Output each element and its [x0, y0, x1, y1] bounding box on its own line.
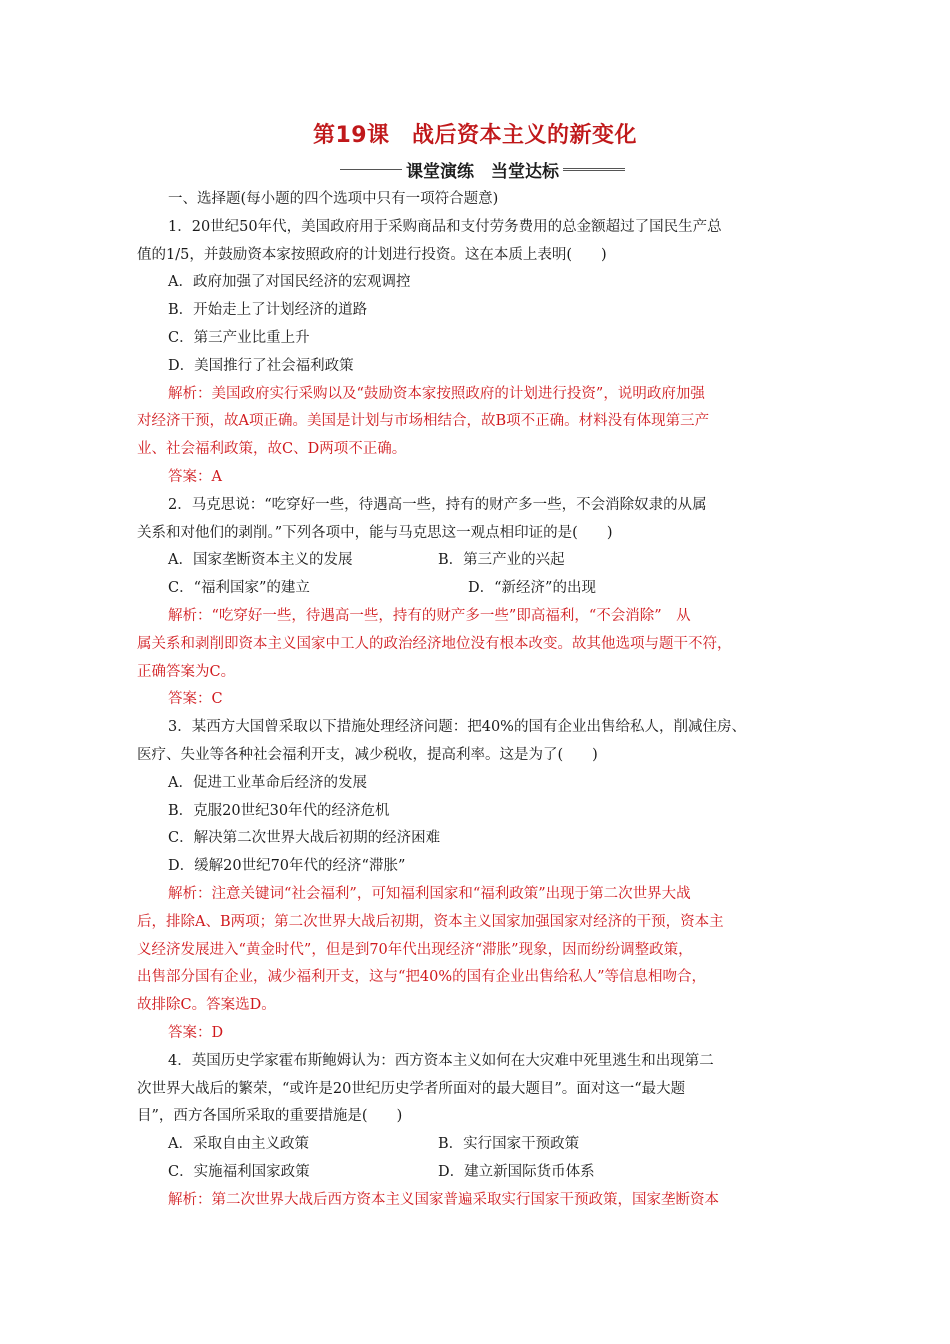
q2-stem-line-2: 关系和对他们的剥削。”下列各项中，能与马克思这一观点相印证的是( ) [137, 524, 613, 541]
q1-analysis-line-1: 解析：美国政府实行采购以及“鼓励资本家按照政府的计划进行投资”，说明政府加强 [168, 385, 705, 402]
q1-option-c: C．第三产业比重上升 [168, 329, 310, 346]
banner-rule-right [563, 168, 625, 171]
answer-label: 答案： [168, 1024, 212, 1041]
q4-option-d: D．建立新国际货币体系 [438, 1163, 595, 1180]
analysis-label: 解析： [168, 385, 212, 402]
q2-option-c: C．“福利国家”的建立 [168, 580, 310, 597]
section-banner [340, 156, 625, 182]
q4-stem-line-1: 4．英国历史学家霍布斯鲍姆认为：西方资本主义如何在大灾难中死里逃生和出现第二 [168, 1052, 714, 1069]
analysis-label: 解析： [168, 885, 212, 902]
q3-stem-line-2: 医疗、失业等各种社会福利开支，减少税收，提高利率。这是为了( ) [137, 746, 598, 763]
analysis-label: 解析： [168, 607, 212, 624]
q1-option-b: B．开始走上了计划经济的道路 [168, 302, 368, 319]
banner-rule-left [340, 169, 402, 170]
q3-analysis-line-5: 故排除C。答案选D。 [137, 997, 276, 1014]
q2-options-row-1 [137, 547, 817, 575]
q2-option-d: D．“新经济”的出现 [468, 580, 596, 597]
lesson-title: 第19课 战后资本主义的新变化 [312, 123, 638, 148]
q4-options-row-2 [137, 1159, 817, 1187]
question-content [137, 186, 817, 1214]
q4-options-row-1 [137, 1131, 817, 1159]
q2-analysis-line-1: 解析：“吃穿好一些，待遇高一些，持有的财产多一些”即高福利，“不会消除” 从 [168, 607, 691, 624]
q4-option-a: A．采取自由主义政策 [168, 1136, 309, 1153]
q3-answer: 答案：D [168, 1024, 224, 1041]
q2-answer: 答案：C [168, 691, 223, 708]
q4-analysis-line-1: 解析：第二次世界大战后西方资本主义国家普遍采取实行国家干预政策，国家垄断资本 [168, 1191, 719, 1208]
q2-options-row-2 [137, 575, 817, 603]
analysis-label: 解析： [168, 1191, 212, 1208]
q4-option-b: B．实行国家干预政策 [438, 1136, 580, 1153]
section-heading: 一、选择题(每小题的四个选项中只有一项符合题意) [168, 191, 499, 207]
q3-option-b: B．克服20世纪30年代的经济危机 [168, 802, 390, 819]
answer-label: 答案： [168, 468, 212, 485]
q4-option-c: C．实施福利国家政策 [168, 1163, 310, 1180]
q1-stem-line-2: 值的1/5，并鼓励资本家按照政府的计划进行投资。这在本质上表明( ) [137, 246, 607, 263]
q1-option-d: D．美国推行了社会福利政策 [168, 357, 354, 374]
q3-option-a: A．促进工业革命后经济的发展 [168, 774, 367, 791]
q2-stem-line-1: 2．马克思说：“吃穿好一些，待遇高一些，持有的财产多一些，不会消除奴隶的从属 [168, 496, 707, 513]
answer-label: 答案： [168, 691, 212, 708]
q2-option-a: A．国家垄断资本主义的发展 [168, 552, 353, 569]
q2-option-b: B．第三产业的兴起 [438, 552, 565, 569]
banner-subtitle: 课堂演练 当堂达标 [406, 161, 559, 182]
q1-analysis-line-2: 对经济干预，故A项正确。美国是计划与市场相结合，故B项不正确。材料没有体现第三产 [137, 413, 710, 430]
q3-analysis-line-2: 后，排除A、B两项；第二次世界大战后初期，资本主义国家加强国家对经济的干预，资本主 [137, 913, 724, 930]
q1-stem-line-1: 1．20世纪50年代，美国政府用于采购商品和支付劳务费用的总金额超过了国民生产总 [168, 218, 722, 235]
q2-analysis-line-3: 正确答案为C。 [137, 663, 236, 680]
q3-analysis-line-4: 出售部分国有企业，减少福利开支，这与“把40%的国有企业出售给私人”等信息相吻合， [137, 969, 707, 986]
q4-stem-line-2: 次世界大战后的繁荣，“或许是20世纪历史学者所面对的最大题目”。面对这一“最大题 [137, 1080, 686, 1097]
q3-option-d: D．缓解20世纪70年代的经济“滞胀” [168, 858, 406, 875]
q1-answer: 答案：A [168, 468, 222, 485]
q1-option-a: A．政府加强了对国民经济的宏观调控 [168, 274, 411, 291]
q3-analysis-line-1: 解析：注意关键词“社会福利”，可知福利国家和“福利政策”出现于第二次世界大战 [168, 885, 691, 902]
q4-stem-line-3: 目”，西方各国所采取的重要措施是( ) [137, 1108, 403, 1125]
q3-stem-line-1: 3．某西方大国曾采取以下措施处理经济问题：把40%的国有企业出售给私人，削减住房、 [168, 719, 746, 736]
q3-analysis-line-3: 义经济发展进入“黄金时代”，但是到70年代出现经济“滞胀”现象，因而纷纷调整政策， [137, 941, 693, 958]
q3-option-c: C．解决第二次世界大战后初期的经济困难 [168, 830, 441, 847]
q1-analysis-line-3: 业、社会福利政策，故C、D两项不正确。 [137, 441, 407, 458]
q2-analysis-line-2: 属关系和剥削即资本主义国家中工人的政治经济地位没有根本改变。故其他选项与题干不符， [137, 635, 732, 652]
